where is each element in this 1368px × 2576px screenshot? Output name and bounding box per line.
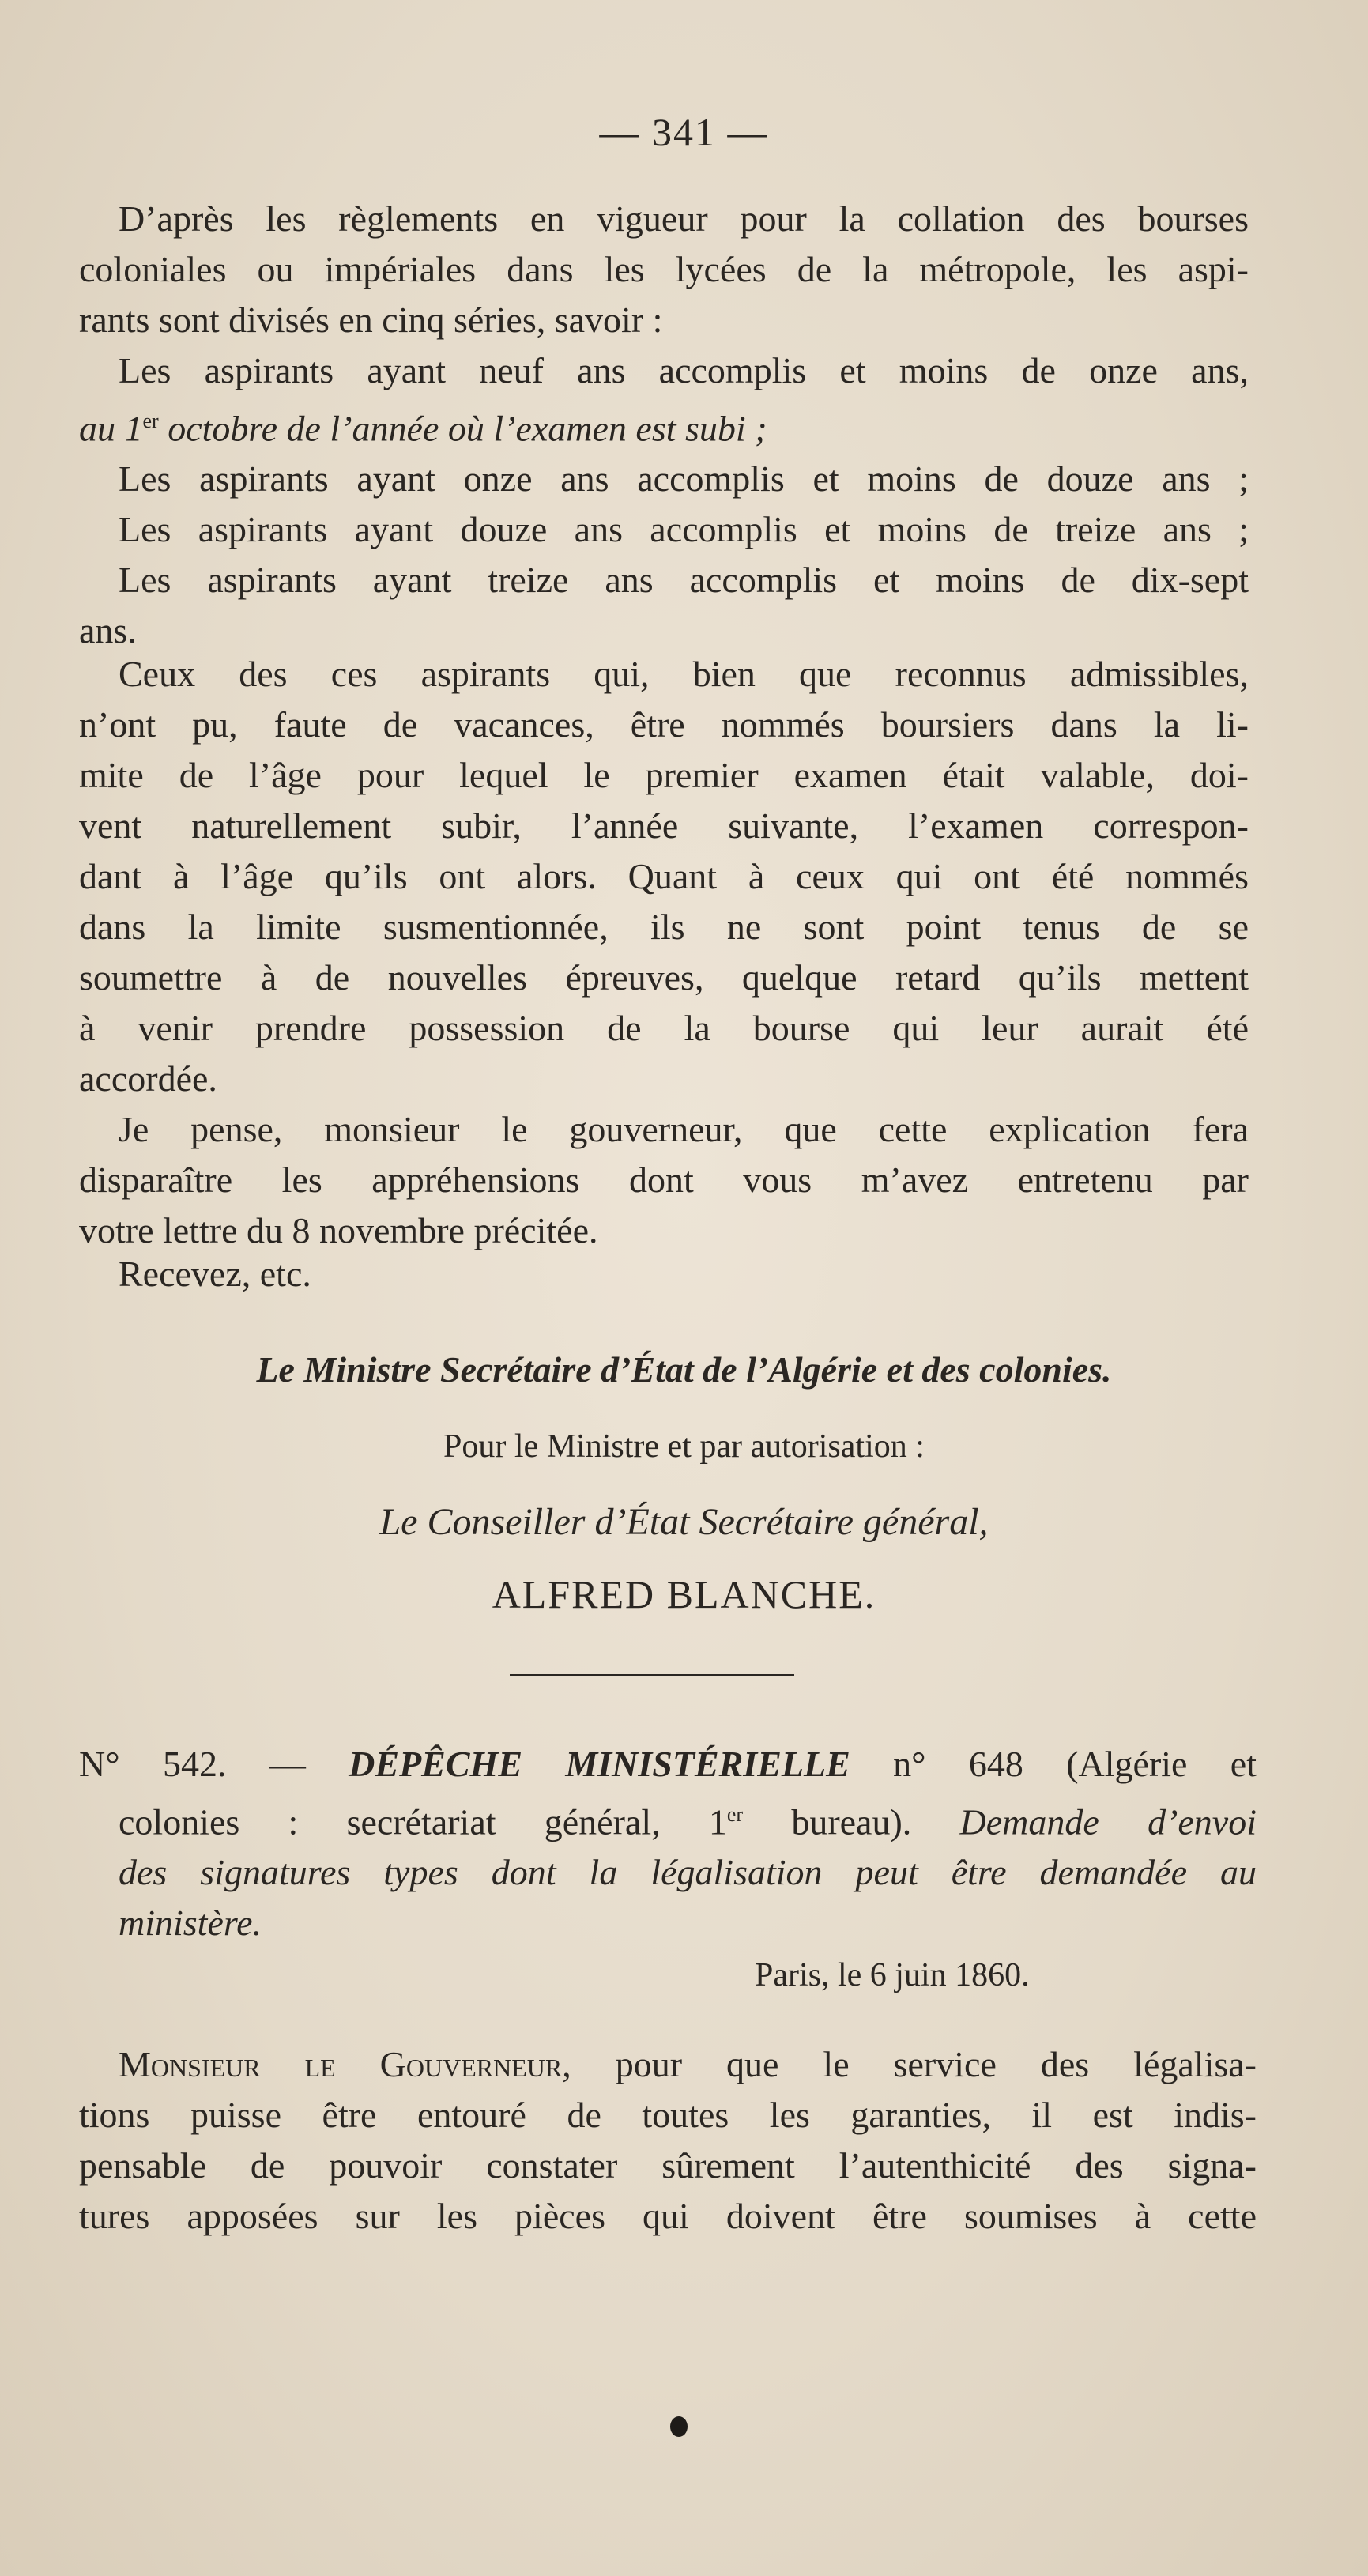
text-line: soumettre à de nouvelles épreuves, quelque retard qu’ils mettent bbox=[79, 957, 1249, 998]
dispatch-heading bbox=[79, 1739, 1257, 1948]
page-number: — 341 — bbox=[599, 110, 769, 154]
dispatch-line-3: des signatures types dont la légalisation peut être demandée au bbox=[119, 1852, 1257, 1893]
text-line: mite de l’âge pour lequel le premier examen était valable, doi- bbox=[79, 755, 1249, 795]
paragraph-regulations bbox=[79, 194, 1249, 345]
text-line: accordée. bbox=[79, 1058, 217, 1099]
text-line: dans la limite susmentionnée, ils ne sont point tenus de se bbox=[79, 907, 1249, 947]
text-line: dant à l’âge qu’ils ont alors. Quant à ceux qui ont été nommés bbox=[79, 856, 1249, 896]
text-line: votre lettre du 8 novembre précitée. bbox=[79, 1210, 598, 1250]
text-line: Je pense, monsieur le gouverneur, que cette explication fera bbox=[119, 1109, 1249, 1149]
series-item-1-cont: au 1er octobre de l’année où l’examen est subi ; bbox=[79, 408, 767, 449]
dispatch-line-1: N° 542. — DÉPÊCHE MINISTÉRIELLE n° 648 (Algérie et bbox=[79, 1744, 1257, 1784]
ink-blot bbox=[670, 2416, 688, 2437]
text-line: rants sont divisés en cinq séries, savoir : bbox=[79, 300, 663, 340]
paragraph-candidates bbox=[79, 649, 1249, 1104]
paragraph-explanation bbox=[79, 1104, 1249, 1256]
signature-authorization: Pour le Ministre et par autorisation : bbox=[443, 1428, 925, 1465]
signature-ministry: Le Ministre Secrétaire d’État de l’Algérie et des colonies. bbox=[256, 1349, 1112, 1390]
letter-body bbox=[79, 2039, 1257, 2242]
section-divider bbox=[510, 1674, 794, 1676]
series-item-2: Les aspirants ayant onze ans accomplis et moins de douze ans ; bbox=[119, 458, 1249, 500]
letter-line-2: tions puisse être entouré de toutes les garanties, il est indis- bbox=[79, 2095, 1257, 2135]
text-line: coloniales ou impériales dans les lycées de la métropole, les aspi- bbox=[79, 249, 1249, 289]
closing-line: Recevez, etc. bbox=[119, 1254, 311, 1294]
text-line: n’ont pu, faute de vacances, être nommés boursiers dans la li- bbox=[79, 704, 1249, 745]
dispatch-line-4: ministère. bbox=[119, 1903, 262, 1944]
closing bbox=[79, 1249, 1249, 1299]
letter-line-1: Monsieur le Gouverneur, pour que le service des légalisa- bbox=[119, 2044, 1257, 2084]
salutation: Monsieur le Gouverneur, bbox=[119, 2044, 571, 2084]
series-item-3: Les aspirants ayant douze ans accomplis et moins de treize ans ; bbox=[119, 509, 1249, 550]
dateline: Paris, le 6 juin 1860. bbox=[755, 1957, 1030, 1993]
signature-title: Le Conseiller d’État Secrétaire général, bbox=[379, 1501, 989, 1543]
signature-name: ALFRED BLANCHE. bbox=[492, 1572, 876, 1616]
series-item-1: Les aspirants ayant neuf ans accomplis et moins de onze ans, bbox=[119, 350, 1249, 390]
letter-line-4: tures apposées sur les pièces qui doivent être soumises à cette bbox=[79, 2196, 1257, 2236]
letter-line-3: pensable de pouvoir constater sûrement l’autenthicité des signa- bbox=[79, 2145, 1257, 2186]
text-line: D’après les règlements en vigueur pour la collation des bourses bbox=[119, 198, 1249, 239]
series-list bbox=[79, 345, 1249, 656]
text-line: à venir prendre possession de la bourse qui leur aurait été bbox=[79, 1008, 1249, 1048]
dispatch-line-2: colonies : secrétariat général, 1er bureau). Demande d’envoi bbox=[119, 1801, 1257, 1842]
series-item-4: Les aspirants ayant treize ans accomplis et moins de dix-sept bbox=[119, 560, 1249, 601]
text-line: Ceux des ces aspirants qui, bien que reconnus admissibles, bbox=[119, 654, 1249, 694]
series-item-4-cont: ans. bbox=[79, 610, 137, 651]
text-line: vent naturellement subir, l’année suivante, l’examen correspon- bbox=[79, 805, 1249, 846]
text-line: disparaître les appréhensions dont vous m’avez entretenu par bbox=[79, 1160, 1249, 1200]
